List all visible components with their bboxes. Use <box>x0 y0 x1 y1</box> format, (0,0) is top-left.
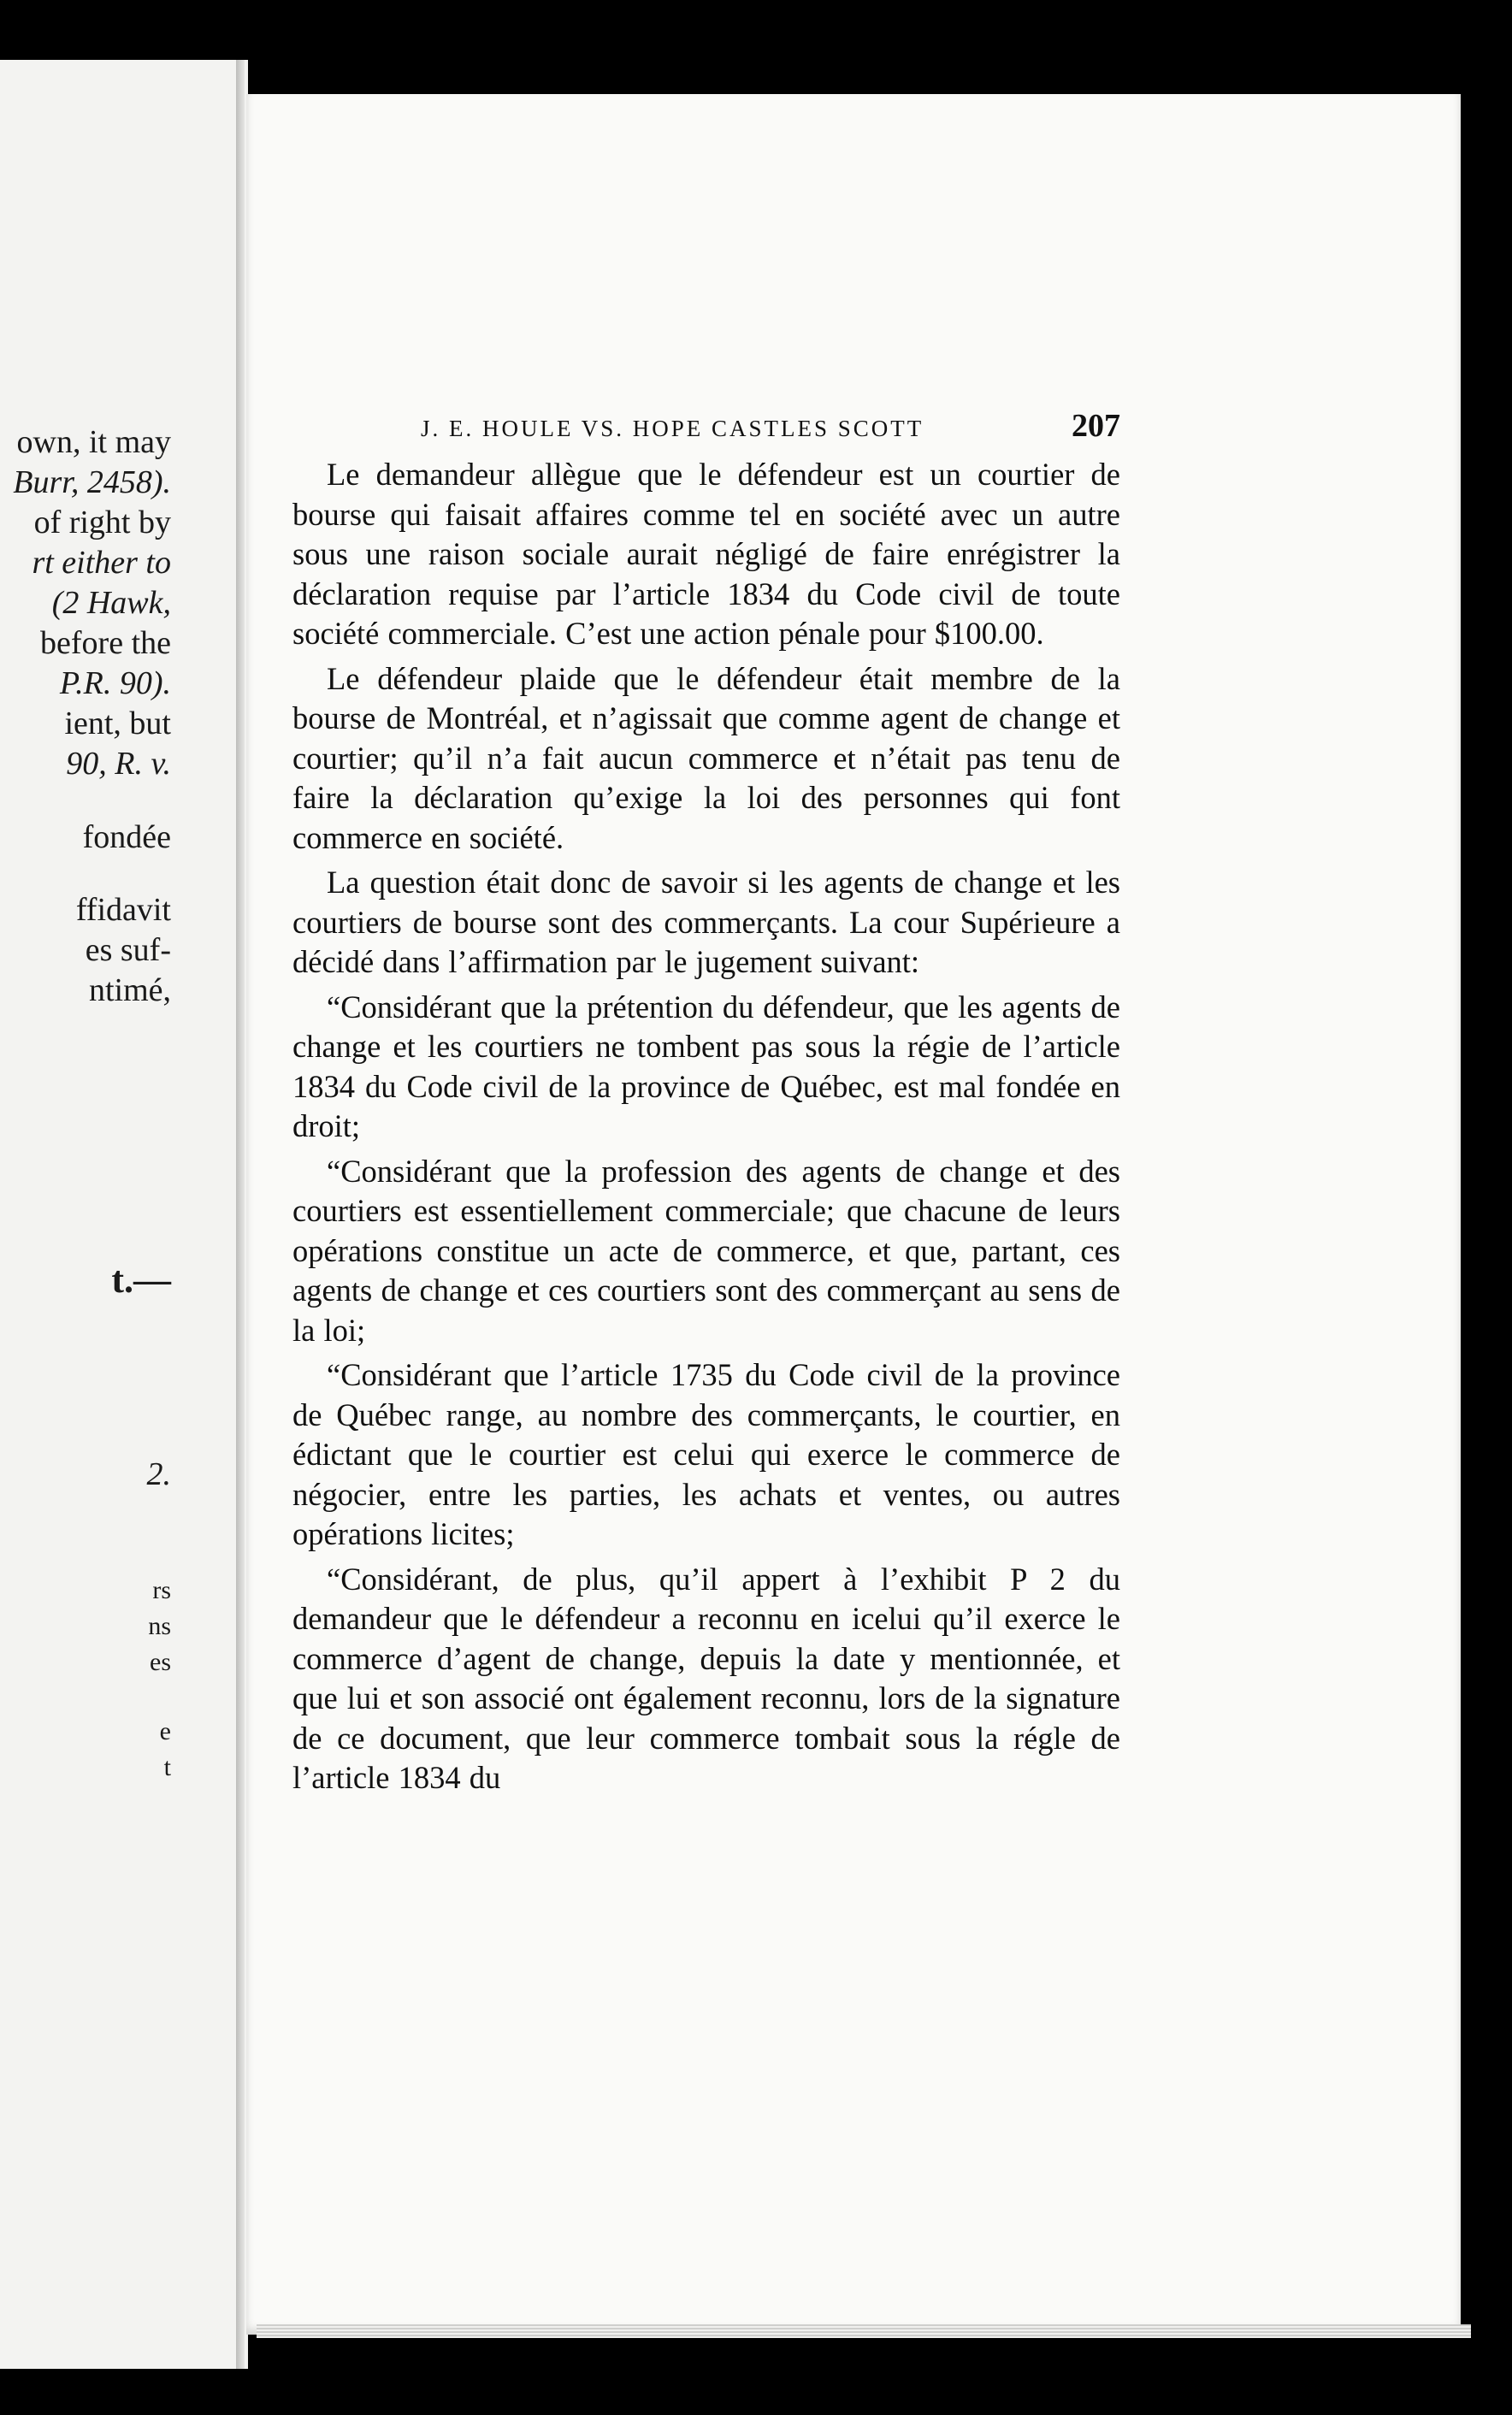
left-page-fragment: 2. <box>146 1456 171 1492</box>
left-facing-page <box>0 60 248 2369</box>
left-page-fragment: rs <box>152 1576 171 1604</box>
left-page-fragment: P.R. 90). <box>59 665 171 701</box>
left-page-fragment: es <box>150 1648 171 1676</box>
page-header <box>292 395 1120 455</box>
page-number: 207 <box>1072 408 1120 444</box>
left-page-fragment: ffidavit <box>75 892 171 928</box>
paragraph-6: “Considérant que l’article 1735 du Code civil de la province de Québec range, au nombre des commerçants, le courtier, en édictant que le courtier est celui qui exerce le commerce de négocier, entre les parties, les achats et ventes, ou autres opérations licites; <box>292 1357 1120 1551</box>
paragraph-7: “Considérant, de plus, qu’il appert à l’exhibit P 2 du demandeur que le défendeur a reconnu en icelui qu’il exerce le commerce d’agent de change, depuis la date y mentionnée, et que lui et son associé ont également reconnu, lors de la signature de ce document, que leur commerce tombait sous la régle de l’article 1834 du <box>292 1561 1120 1795</box>
left-page-fragment: ient, but <box>64 706 171 741</box>
left-page-fragment: ns <box>148 1612 171 1640</box>
left-page-fragment: own, it may <box>16 424 171 460</box>
left-page-fragment: 90, R. v. <box>66 746 171 782</box>
page-edge <box>257 2324 1471 2338</box>
paragraph-1: Le demandeur allègue que le défendeur est un courtier de bourse qui faisait affaires comme tel en société avec un autre sous une raison sociale aurait négligé de faire enrégistrer la déclaration requise par l’article 1834 du Code civil de toute société commerciale. C’est une action pénale pour $100.00. <box>292 457 1120 651</box>
left-page-fragment: es suf- <box>85 932 171 968</box>
page-text-block <box>292 395 1120 1804</box>
running-head: J. E. HOULE VS. HOPE CASTLES SCOTT <box>421 416 924 441</box>
paragraph-4: “Considérant que la prétention du défendeur, que les agents de change et les courtiers ne tombent pas sous la régie de l’article 1834 du Code civil de la province de Québec, est mal fondée en droit; <box>292 989 1120 1143</box>
left-page-fragment: ntimé, <box>88 972 171 1008</box>
left-page-fragment: t.— <box>111 1259 171 1301</box>
paragraph-2: Le défendeur plaide que le défendeur était membre de la bourse de Montréal, et n’agissait que comme agent de change et courtier; qu’il n’a fait aucun commerce et n’était pas tenu de faire la déclaration qu’exige la loi des personnes qui font commerce en société. <box>292 660 1120 855</box>
left-page-fragment: before the <box>40 625 171 661</box>
left-page-fragment: Burr, 2458). <box>13 464 171 500</box>
book-gutter <box>236 60 245 2369</box>
left-page-fragment: rt either to <box>32 545 171 581</box>
left-page-fragment: t <box>163 1753 171 1781</box>
left-page-fragment: e <box>159 1717 171 1745</box>
paragraph-3: La question était donc de savoir si les agents de change et les courtiers de bourse sont des commerçants. La cour Supérieure a décidé dans l’affirmation par le jugement suivant: <box>292 865 1120 979</box>
left-page-fragment: (2 Hawk, <box>51 585 171 621</box>
left-page-fragment: of right by <box>33 505 171 540</box>
paragraph-5: “Considérant que la profession des agents de change et des courtiers est essentiellement commerciale; que chacune de leurs opérations constitue un acte de commerce, et que, partant, ces agents de change et ces courtiers sont des commerçant au sens de la loi; <box>292 1153 1120 1348</box>
left-page-fragment: fondée <box>82 819 171 855</box>
